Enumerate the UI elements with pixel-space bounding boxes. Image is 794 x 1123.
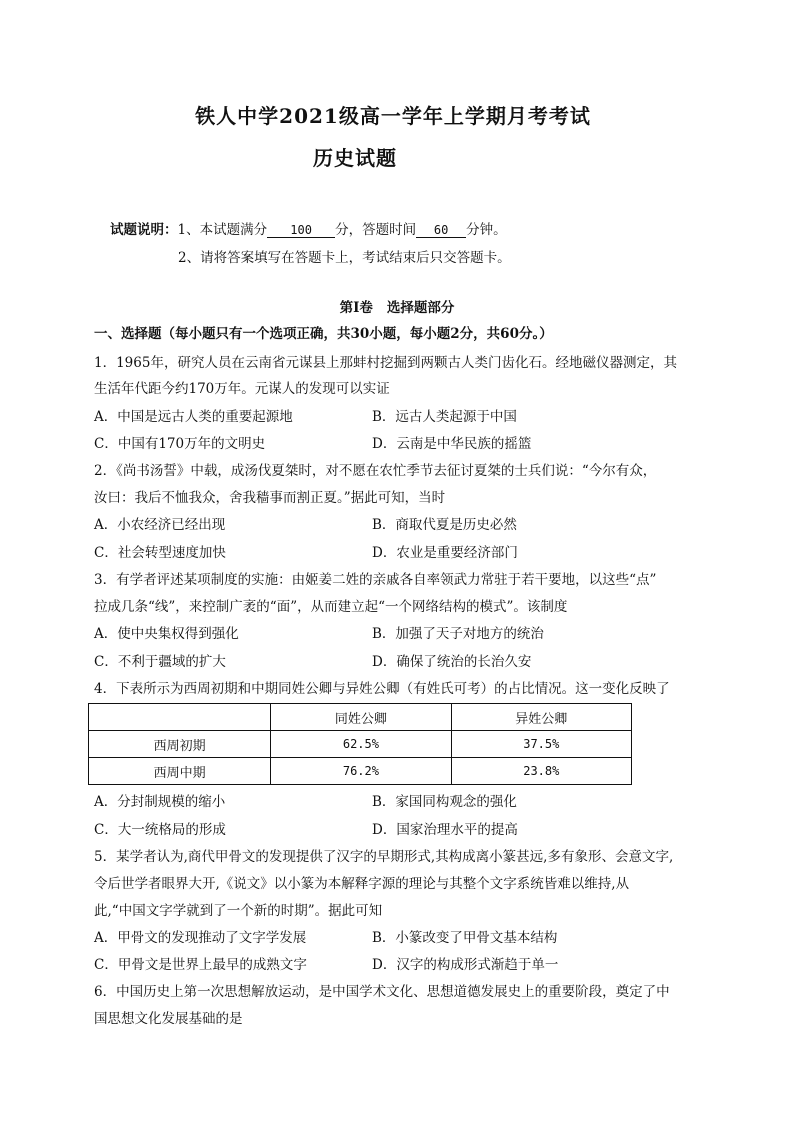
question-5-option-a: A．甲骨文的发现推动了文字学发展 bbox=[94, 930, 307, 946]
exam-title: 铁人中学2021级高一学年上学期月考考试 bbox=[195, 104, 591, 128]
question-1-option-b: B．远古人类起源于中国 bbox=[372, 409, 517, 425]
question-1-option-d: D．云南是中华民族的摇篮 bbox=[372, 436, 532, 452]
officials-table bbox=[88, 703, 632, 785]
question-5-option-b: B．小篆改变了甲骨文基本结构 bbox=[372, 930, 558, 946]
table-header-same-surname: 同姓公卿 bbox=[271, 704, 451, 731]
volume-label: 第Ⅰ卷 bbox=[339, 300, 373, 316]
table-cell-value: 62.5% bbox=[271, 731, 451, 758]
question-3-line-2: 拉成几条“线”，来控制广袤的“面”，从而建立起“一个网络结构的模式”。该制度 bbox=[94, 599, 568, 615]
question-4-option-b: B．家国同构观念的强化 bbox=[372, 794, 517, 810]
question-3-option-a: A．使中央集权得到强化 bbox=[94, 626, 239, 642]
instructions-label: 试题说明： bbox=[110, 222, 178, 238]
table-row bbox=[89, 758, 632, 785]
table-cell-value: 23.8% bbox=[451, 758, 631, 785]
question-5-option-c: C．甲骨文是世界上最早的成熟文字 bbox=[94, 957, 307, 973]
question-5-line-1: 5．某学者认为,商代甲骨文的发现提供了汉字的早期形式,其构成离小篆甚远,多有象形、会意文字, bbox=[94, 849, 674, 865]
table-cell-value: 37.5% bbox=[451, 731, 631, 758]
time-blank: 60 bbox=[416, 223, 466, 238]
instructions-mid: 分，答题时间 bbox=[335, 222, 417, 238]
table-header-cell-empty bbox=[89, 704, 271, 731]
question-4-option-c: C．大一统格局的形成 bbox=[94, 822, 226, 838]
question-3-line-1: 3．有学者评述某项制度的实施：由姬姜二姓的亲戚各自率领武力常驻于若干要地，以这些“点” bbox=[94, 572, 657, 588]
question-5-option-d: D．汉字的构成形式渐趋于单一 bbox=[372, 957, 559, 973]
exam-subject: 历史试题 bbox=[313, 146, 397, 170]
section-heading: 一、选择题（每小题只有一个选项正确，共30小题，每小题2分，共60分。） bbox=[94, 326, 553, 342]
question-3-option-b: B．加强了天子对地方的统治 bbox=[372, 626, 544, 642]
volume-name: 选择题部分 bbox=[386, 300, 455, 316]
question-3-option-c: C．不利于疆域的扩大 bbox=[94, 654, 226, 670]
question-5-line-2: 令后世学者眼界大开,《说文》以小篆为本解释字源的理论与其整个文字系统皆难以维持,从 bbox=[94, 876, 630, 892]
question-4-option-a: A．分封制规模的缩小 bbox=[94, 794, 226, 810]
question-3-option-d: D．确保了统治的长治久安 bbox=[372, 654, 532, 670]
score-blank: 100 bbox=[267, 223, 335, 238]
table-row bbox=[89, 731, 632, 758]
instructions-line-1 bbox=[110, 218, 507, 238]
instructions-suffix: 分钟。 bbox=[466, 222, 507, 238]
question-1-option-a: A．中国是远古人类的重要起源地 bbox=[94, 409, 293, 425]
table-cell-period: 西周中期 bbox=[89, 758, 271, 785]
table-cell-period: 西周初期 bbox=[89, 731, 271, 758]
table-header-row bbox=[89, 704, 632, 731]
question-1-line-1: 1．1965年，研究人员在云南省元谋县上那蚌村挖掘到两颗古人类门齿化石。经地磁仪器测定，其 bbox=[94, 355, 677, 371]
question-2-option-d: D．农业是重要经济部门 bbox=[372, 545, 518, 561]
table-cell-value: 76.2% bbox=[271, 758, 451, 785]
question-6-line-1: 6．中国历史上第一次思想解放运动，是中国学术文化、思想道德发展史上的重要阶段，奠定了中 bbox=[94, 984, 670, 1000]
question-2-option-c: C．社会转型速度加快 bbox=[94, 545, 226, 561]
question-2-line-2: 汝曰：我后不恤我众，舍我穑事而割正夏。”据此可知，当时 bbox=[94, 490, 446, 506]
question-2-option-a: A．小农经济已经出现 bbox=[94, 517, 226, 533]
question-1-option-c: C．中国有170万年的文明史 bbox=[94, 436, 266, 452]
question-4-line-1: 4．下表所示为西周初期和中期同姓公卿与异姓公卿（有姓氏可考）的占比情况。这一变化反映了 bbox=[94, 681, 670, 697]
question-2-option-b: B．商取代夏是历史必然 bbox=[372, 517, 517, 533]
question-4-option-d: D．国家治理水平的提高 bbox=[372, 822, 518, 838]
instructions-line-2: 2、请将答案填写在答题卡上，考试结束后只交答题卡。 bbox=[178, 250, 511, 266]
table-header-different-surname: 异姓公卿 bbox=[451, 704, 631, 731]
instructions-prefix: 1、本试题满分 bbox=[177, 222, 268, 238]
question-5-line-3: 此,“中国文字学就到了一个新的时期”。据此可知 bbox=[94, 903, 383, 919]
question-2-line-1: 2．《尚书汤誓》中载，成汤伐夏桀时，对不愿在农忙季节去征讨夏桀的士兵们说：“今尔有众， bbox=[94, 463, 657, 479]
question-1-line-2: 生活年代距今约170万年。元谋人的发现可以实证 bbox=[94, 381, 390, 397]
question-6-line-2: 国思想文化发展基础的是 bbox=[94, 1011, 243, 1027]
section-title bbox=[0, 296, 794, 316]
